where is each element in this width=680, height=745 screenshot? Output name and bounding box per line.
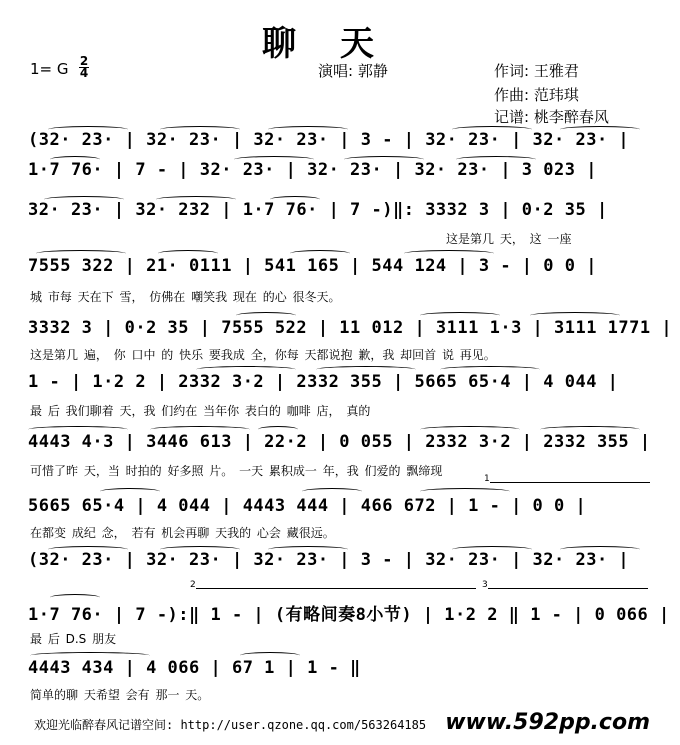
transcriber: 记谱: 桃李醉春风	[494, 108, 609, 126]
ending-2: 2	[190, 580, 196, 590]
notes: 4443 434 | 4 066 | 67 1 | 1 - ‖	[28, 658, 361, 678]
time-signature	[78, 56, 90, 79]
time-bottom: 4	[79, 66, 89, 80]
notes: (32· 23· | 32· 23· | 32· 23· | 3 - | 32· 23· | 32· 23· |	[28, 130, 630, 150]
song-title: 聊天	[262, 24, 418, 64]
lyricist: 作词: 王雅君	[494, 62, 579, 80]
lyrics: 在都变 成纪 念， 若有 机会再聊 天我的 心会 藏很远。	[30, 526, 335, 540]
lyrics: 最 后 我们聊着 天，我 们约在 当年你 表白的 咖啡 店， 真的	[30, 404, 371, 418]
lyrics: 这是第几 遍， 你 口中 的 快乐 要我成 全，你每 天都说抱 歉，我 却回首 说 再见。	[30, 348, 496, 362]
lyrics: 城 市每 天在下 雪， 仿佛在 嘲笑我 现在 的心 很冬天。	[30, 290, 341, 304]
notes: 1 - | 1·2 2 | 2332 3·2 | 2332 355 | 5665 65·4 | 4 044 |	[28, 372, 619, 392]
notes: 1·7 76· | 7 -):‖ 1 - | (有略间奏8小节) | 1·2 2 ‖ 1 - | 0 066 |	[28, 605, 670, 625]
lyrics: 这是第几 天， 这 一座	[446, 232, 572, 246]
lyrics: 可惜了昨 天，当 时拍的 好多照 片。 一天 累积成一 年，我 们爱的 飘缔现	[30, 464, 443, 478]
site-watermark: www.592pp.com	[445, 710, 650, 735]
composer: 作曲: 范玮琪	[494, 86, 579, 104]
notes: 1·7 76· | 7 - | 32· 23· | 32· 23· | 32· 23· | 3 023 |	[28, 160, 597, 180]
notes: 5665 65·4 | 4 044 | 4443 444 | 466 672 | 1 - | 0 0 |	[28, 496, 587, 516]
notes: 4443 4·3 | 3446 613 | 22·2 | 0 055 | 2332 3·2 | 2332 355 |	[28, 432, 651, 452]
footer-text: 欢迎光临醉春风记谱空间: http://user.qzone.qq.com/563264185	[34, 718, 427, 732]
singer: 演唱: 郭静	[318, 62, 388, 80]
time-top: 2	[79, 54, 89, 68]
notes: (32· 23· | 32· 23· | 32· 23· | 3 - | 32· 23· | 32· 23· |	[28, 550, 630, 570]
notes: 7555 322 | 21· 0111 | 541 165 | 544 124 | 3 - | 0 0 |	[28, 256, 597, 276]
lyrics: 简单的聊 天希望 会有 那一 天。	[30, 688, 210, 702]
lyrics: 最 后 D.S 朋友	[30, 632, 117, 646]
notes: 32· 23· | 32· 232 | 1·7 76· | 7 -)‖: 3332 3 | 0·2 35 |	[28, 200, 608, 220]
notes: 3332 3 | 0·2 35 | 7555 522 | 11 012 | 3111 1·3 | 3111 1771 |	[28, 318, 673, 338]
ending-1: 1	[484, 474, 490, 484]
key-signature: 1= G	[30, 60, 69, 78]
ending-3: 3	[482, 580, 488, 590]
